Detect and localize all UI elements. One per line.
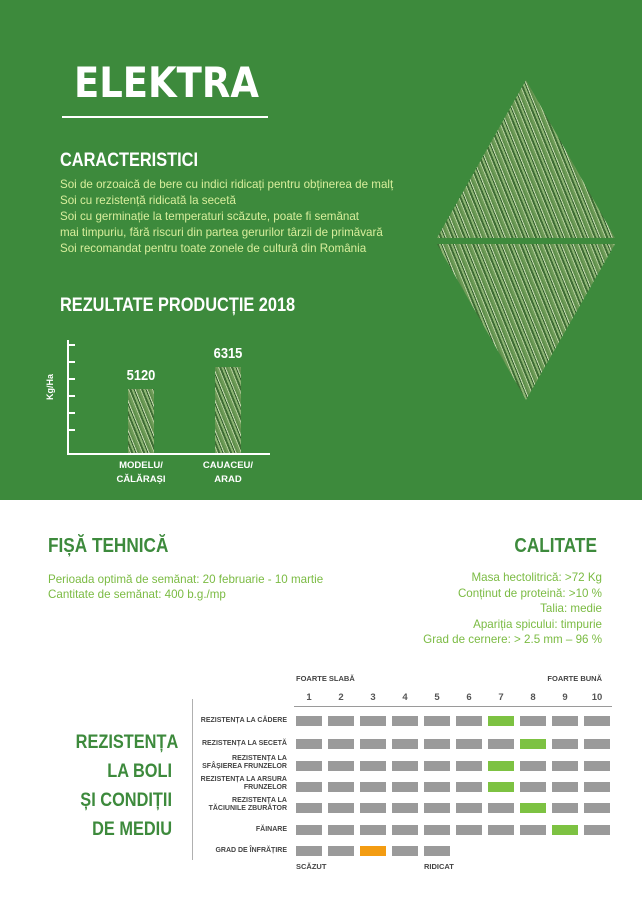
rating-cell bbox=[456, 825, 482, 835]
rating-cell bbox=[360, 825, 386, 835]
rating-cell bbox=[488, 825, 514, 835]
rating-cell bbox=[552, 782, 578, 792]
scale-number: 8 bbox=[530, 692, 536, 703]
scale-number: 1 bbox=[306, 692, 312, 703]
title-underline bbox=[62, 116, 268, 118]
rating-cell bbox=[328, 782, 354, 792]
chart-category-line: CAUACEU/ bbox=[202, 460, 254, 471]
rezistenta-heading bbox=[60, 728, 179, 844]
chart-tick bbox=[67, 429, 75, 431]
caracteristici-line: Soi cu rezistență ridicată la secetă bbox=[60, 194, 236, 207]
rating-cell bbox=[328, 716, 354, 726]
fisa-perioada: Perioada optimă de semănat: 20 februarie - 10 martie bbox=[48, 573, 324, 586]
rating-cell bbox=[328, 803, 354, 813]
chart-tick bbox=[67, 344, 75, 346]
rezistenta-heading-line: REZISTENȚA bbox=[75, 732, 179, 753]
rating-cell bbox=[520, 825, 546, 835]
product-title: ELEKTRA bbox=[74, 58, 259, 107]
rating-cell bbox=[456, 803, 482, 813]
rezistenta-heading-line: LA BOLI bbox=[107, 761, 172, 782]
infratire-label: GRAD DE ÎNFRĂȚIRE bbox=[215, 847, 287, 854]
infratire-cell-selected bbox=[360, 846, 386, 856]
chart-category-0 bbox=[106, 459, 176, 487]
infratire-cell bbox=[296, 846, 322, 856]
rating-cell bbox=[584, 761, 610, 771]
chart-value-1: 6315 bbox=[213, 345, 243, 362]
scale-underline bbox=[294, 706, 612, 707]
rating-cell bbox=[456, 716, 482, 726]
rating-cell bbox=[296, 782, 322, 792]
rating-cell bbox=[424, 825, 450, 835]
caracteristici-heading: CARACTERISTICI bbox=[60, 150, 198, 171]
calitate-line: Masa hectolitrică: >72 Kg bbox=[471, 571, 602, 584]
rating-cell bbox=[360, 716, 386, 726]
infratire-cell bbox=[392, 846, 418, 856]
rating-cell bbox=[584, 825, 610, 835]
infratire-low-label: SCĂZUT bbox=[296, 862, 327, 871]
rating-row-label: REZISTENȚA LA CĂDERE bbox=[200, 717, 287, 724]
scale-number: 5 bbox=[434, 692, 440, 703]
rating-cell bbox=[392, 716, 418, 726]
infratire-cell bbox=[328, 846, 354, 856]
rating-cell bbox=[520, 716, 546, 726]
chart-category-line: ARAD bbox=[214, 474, 242, 485]
chart-bar-0 bbox=[128, 389, 154, 453]
rating-cell bbox=[328, 825, 354, 835]
calitate-heading: CALITATE bbox=[514, 535, 597, 557]
rating-cell bbox=[584, 782, 610, 792]
scale-number: 3 bbox=[370, 692, 376, 703]
rating-cell bbox=[456, 782, 482, 792]
rating-row-label: REZISTENȚA LA SFÂȘIEREA FRUNZELOR bbox=[202, 755, 287, 770]
rating-cell bbox=[328, 761, 354, 771]
rating-cell bbox=[456, 761, 482, 771]
calitate-line: Apariția spicului: timpurie bbox=[473, 617, 602, 631]
rating-cell bbox=[424, 782, 450, 792]
rating-row-label: REZISTENȚA LA ARSURA FRUNZELOR bbox=[200, 776, 287, 791]
calitate-line: Conținut de proteină: >10 % bbox=[457, 586, 602, 600]
rating-cell bbox=[552, 761, 578, 771]
rating-cell bbox=[360, 803, 386, 813]
chart-tick bbox=[67, 395, 75, 397]
rating-cell-selected bbox=[520, 739, 546, 749]
scale-number: 6 bbox=[466, 692, 472, 703]
chart-tick bbox=[67, 361, 75, 363]
rating-cell bbox=[520, 761, 546, 771]
rating-cell bbox=[488, 739, 514, 749]
rating-cell-selected bbox=[552, 825, 578, 835]
chart-bar-1 bbox=[215, 367, 241, 453]
rating-cell-selected bbox=[520, 803, 546, 813]
rating-cell bbox=[392, 739, 418, 749]
chart-category-1 bbox=[193, 459, 263, 487]
rating-cell bbox=[296, 716, 322, 726]
rating-cell bbox=[424, 803, 450, 813]
caracteristici-line: Soi cu germinație la temperaturi scăzute, poate fi semănat bbox=[60, 210, 360, 223]
caracteristici-line: Soi recomandat pentru toate zonele de cultură din România bbox=[60, 242, 367, 255]
chart-tick bbox=[67, 412, 75, 414]
chart-y-axis bbox=[67, 340, 69, 454]
rating-cell-selected bbox=[488, 716, 514, 726]
rating-cell bbox=[552, 803, 578, 813]
rating-row-label: FĂINARE bbox=[255, 826, 287, 833]
scale-low-label: FOARTE SLABĂ bbox=[296, 674, 355, 683]
rating-cell bbox=[392, 825, 418, 835]
rating-cell bbox=[360, 761, 386, 771]
rating-cell bbox=[392, 782, 418, 792]
rating-divider bbox=[192, 699, 193, 860]
rating-cell bbox=[328, 739, 354, 749]
caracteristici-line: Soi de orzoaică de bere cu indici ridicați pentru obținerea de malț bbox=[60, 178, 394, 191]
rezistenta-heading-line: ȘI CONDIȚII bbox=[80, 790, 172, 811]
scale-number: 10 bbox=[591, 692, 603, 703]
caracteristici-list bbox=[60, 177, 393, 257]
infratire-high-label: RIDICAT bbox=[424, 862, 454, 871]
rating-cell bbox=[296, 761, 322, 771]
rating-cell bbox=[584, 739, 610, 749]
rating-row-label: REZISTENȚA LA SECETĂ bbox=[201, 740, 287, 747]
scale-number: 9 bbox=[562, 692, 568, 703]
chart-value-0: 5120 bbox=[126, 367, 156, 384]
rating-cell bbox=[424, 716, 450, 726]
rating-cell bbox=[424, 739, 450, 749]
chart-tick bbox=[67, 378, 75, 380]
rating-cell bbox=[296, 825, 322, 835]
rating-cell bbox=[392, 803, 418, 813]
productie-heading: REZULTATE PRODUCȚIE 2018 bbox=[60, 295, 296, 316]
calitate-line: Talia: medie bbox=[540, 602, 602, 615]
rating-cell-selected bbox=[488, 761, 514, 771]
scale-number: 4 bbox=[402, 692, 408, 703]
chart-category-line: MODELU/ bbox=[119, 460, 163, 471]
rating-cell bbox=[424, 761, 450, 771]
rating-cell bbox=[360, 782, 386, 792]
rating-cell bbox=[296, 739, 322, 749]
calitate-list bbox=[423, 570, 602, 648]
caracteristici-line: mai timpuriu, fără riscuri din partea gerurilor târzii de primăvară bbox=[60, 226, 383, 239]
chart-category-line: CĂLĂRAȘI bbox=[116, 474, 166, 485]
rating-cell bbox=[392, 761, 418, 771]
rating-cell bbox=[552, 716, 578, 726]
rating-cell bbox=[552, 739, 578, 749]
fisa-cantitate: Cantitate de semănat: 400 b.g./mp bbox=[48, 588, 226, 601]
rating-cell bbox=[360, 739, 386, 749]
rating-cell bbox=[584, 803, 610, 813]
rating-row-label: REZISTENȚA LA TĂCIUNILE ZBURĂTOR bbox=[208, 797, 287, 812]
rating-cell bbox=[456, 739, 482, 749]
chart-y-label: Kg/Ha bbox=[45, 373, 55, 400]
chart-x-axis bbox=[67, 453, 270, 455]
scale-number: 7 bbox=[498, 692, 504, 703]
fisa-heading: FIȘĂ TEHNICĂ bbox=[48, 535, 169, 557]
rating-cell-selected bbox=[488, 782, 514, 792]
scale-number: 2 bbox=[338, 692, 344, 703]
rating-cell bbox=[296, 803, 322, 813]
calitate-line: Grad de cernere: > 2.5 mm – 96 % bbox=[423, 633, 602, 646]
rating-cell bbox=[584, 716, 610, 726]
rating-cell bbox=[520, 782, 546, 792]
scale-high-label: FOARTE BUNĂ bbox=[547, 674, 602, 683]
rating-cell bbox=[488, 803, 514, 813]
rezistenta-heading-line: DE MEDIU bbox=[92, 819, 172, 840]
infratire-cell bbox=[424, 846, 450, 856]
